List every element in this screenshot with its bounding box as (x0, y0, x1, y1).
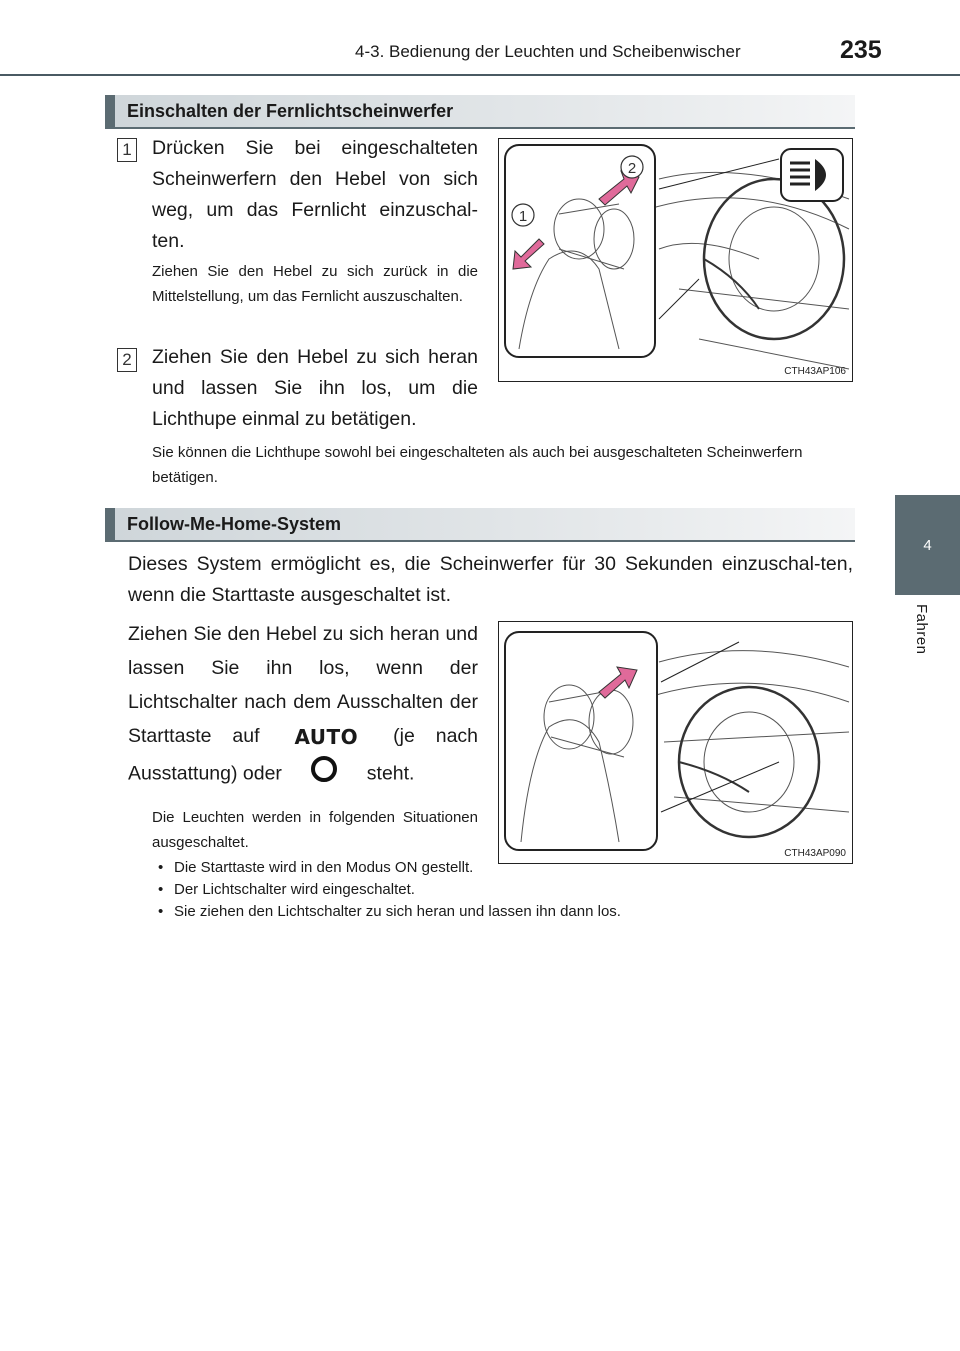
illustration-code: CTH43AP090 (784, 848, 846, 859)
instruction-part2: (je nach Ausstattung) oder (128, 725, 479, 785)
section-title: Follow-Me-Home-System (127, 514, 342, 534)
chapter-name: Fahren (913, 604, 930, 655)
follow-me-home-intro: Dieses System ermöglicht es, die Scheinwerfer für 30 Sekunden einzuschal-ten, wenn die Starttaste ausgeschaltet ist. (128, 553, 853, 606)
header-rule (0, 74, 960, 76)
list-item: • Sie ziehen den Lichtschalter zu sich heran und lassen ihn dann los. (152, 901, 872, 923)
lights-off-conditions (152, 857, 872, 923)
step1-note: Ziehen Sie den Hebel zu sich zurück in die Mittelstellung, um das Fernlicht auszuschalten. (152, 263, 478, 305)
step-badge-2: 2 (117, 348, 137, 372)
follow-me-home-instructions (128, 617, 478, 795)
callout-2: 2 (627, 160, 637, 177)
lever-dashboard-drawing (499, 139, 852, 381)
callout-1: 1 (518, 208, 528, 225)
list-item: • Die Starttaste wird in den Modus ON gestellt. (152, 857, 478, 879)
chapter-tab (895, 495, 960, 595)
section-heading-high-beam (105, 95, 855, 129)
instruction-part3: steht. (366, 762, 415, 785)
step2-note: Sie können die Lichthupe sowohl bei eingeschalteten als auch bei ausgeschalteten Scheinwerfern betätigen. (152, 444, 803, 486)
running-header: 4-3. Bedienung der Leuchten und Scheibenwischer (355, 42, 741, 61)
lights-off-icon (309, 754, 339, 795)
section-title: Einschalten der Fernlichtscheinwerfer (127, 101, 454, 121)
lights-off-note: Die Leuchten werden in folgenden Situationen ausgeschaltet. (152, 809, 478, 851)
chapter-number: 4 (923, 537, 932, 554)
auto-symbol: AUTO (294, 724, 359, 749)
list-item: • Der Lichtschalter wird eingeschaltet. (152, 879, 872, 901)
section-heading-follow-me-home (105, 508, 855, 542)
illustration-code: CTH43AP106 (784, 366, 846, 377)
illustration-follow-me-home-lever (498, 621, 853, 864)
step2-text: Ziehen Sie den Hebel zu sich heran und lassen Sie ihn los, um die Lichthupe einmal zu betätigen. (152, 346, 478, 430)
illustration-high-beam-lever (498, 138, 853, 382)
page-number: 235 (840, 36, 882, 64)
instruction-part1: Ziehen Sie den Hebel zu sich heran und lassen Sie ihn los, wenn der Lichtschalter nach dem Ausschalten der Starttaste auf (128, 623, 478, 747)
step-badge-1: 1 (117, 138, 137, 162)
high-beam-icon (781, 149, 843, 201)
step1-text: Drücken Sie bei eingeschalteten Scheinwerfern den Hebel von sich weg, um das Fernlicht einzuschal-ten. (152, 137, 478, 252)
lever-dashboard-drawing (499, 622, 852, 863)
